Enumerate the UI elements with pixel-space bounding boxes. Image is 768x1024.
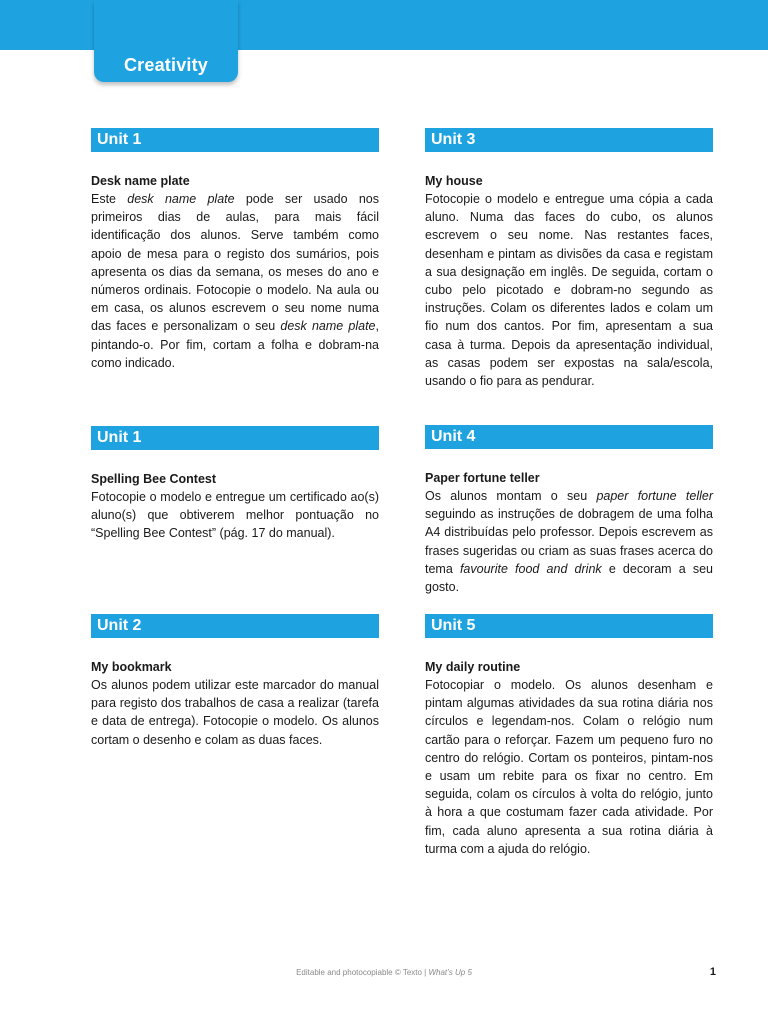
section-tab bbox=[94, 0, 238, 82]
italic-term: desk name plate bbox=[280, 319, 376, 334]
activity-description bbox=[425, 487, 713, 596]
text-run: Fotocopiar o modelo. Os alunos desenham e pintam algumas atividades da sua rotina diária nos círculos e legendam-nos. Colam o relógio num cartão para o reforçar. Fazem um pequeno furo no centro do relógio. Cortam os ponteiros, pintam-nos e usam um rebite para os fixar no centro. Em seguida, colam os círculos à volta do relógio, junto à hora a que costumam fazer cada atividade. Por fim, cada aluno apresenta a sua rotina diária à turma com a ajuda do relógio. bbox=[425, 678, 713, 856]
section-unit1-desk-name-plate bbox=[91, 128, 379, 372]
unit-heading: Unit 1 bbox=[91, 426, 379, 450]
section-unit4-fortune-teller bbox=[425, 425, 713, 596]
text-run: Os alunos montam o seu bbox=[425, 489, 597, 503]
unit-heading: Unit 3 bbox=[425, 128, 713, 152]
activity-title: Desk name plate bbox=[91, 174, 190, 188]
activity-title: Paper fortune teller bbox=[425, 471, 540, 485]
activity-title: Spelling Bee Contest bbox=[91, 472, 217, 486]
unit-heading: Unit 1 bbox=[91, 128, 379, 152]
activity-description bbox=[91, 676, 379, 749]
unit-heading: Unit 2 bbox=[91, 614, 379, 638]
section-unit3-my-house bbox=[425, 128, 713, 390]
section-unit2-bookmark bbox=[91, 614, 379, 749]
unit-heading: Unit 5 bbox=[425, 614, 713, 638]
activity-description bbox=[91, 190, 379, 372]
activity-description bbox=[425, 676, 713, 858]
text-run: Fotocopie o modelo e entregue uma cópia a cada aluno. Numa das faces do cubo, os alunos escrevem o seu nome. Nas restantes faces, desenham e pintam as divisões da casa e registam a sua designação em inglês. De seguida, cortam o cubo pelo picotado e dobram-no segundo as instruções. Colam os diferentes lados e colam um fio num dos cantos. Por fim, apresentam a sua casa à turma. Depois da apresentação individual, as casas podem ser expostas na sala/escola, usando o fio para as pendurar. bbox=[425, 192, 713, 389]
section-unit1-spelling-bee bbox=[91, 426, 379, 543]
activity-title: My house bbox=[425, 174, 483, 188]
footer-credit bbox=[0, 968, 768, 977]
text-run: Fotocopie o modelo e entregue um certificado ao(s) aluno(s) que obtiverem melhor pontuação no “Spelling Bee Contest” (pág. 17 do manual). bbox=[91, 490, 379, 541]
activity-title: My daily routine bbox=[425, 660, 521, 674]
tab-title: Creativity bbox=[123, 55, 209, 75]
text-run: pode ser usado nos primeiros dias de aulas, para mais fácil identificação dos alunos. Serve também como apoio de mesa para o registo dos sumários, pois apresenta os dias da semana, os meses do ano e números ordinais. Fotocopie o modelo. Na aula ou em casa, os alunos escrevem o seu nome numa das faces e personalizam o seu bbox=[91, 192, 379, 334]
text-run: Os alunos podem utilizar este marcador do manual para registo dos trabalhos de casa a realizar (tarefa e data de entrega). Fotocopie o modelo. Os alunos cortam o desenho e colam as duas faces. bbox=[91, 678, 379, 747]
activity-description bbox=[91, 488, 379, 543]
text-run: seguindo as instruções de dobragem de uma folha A4 distribuídas pelo professor. Depois escrevem as frases sugeridas ou criam as suas frases acerca do tema bbox=[425, 507, 713, 576]
page-number: 1 bbox=[709, 966, 716, 978]
italic-term: paper fortune teller bbox=[596, 489, 713, 503]
text-run: e decoram a seu gosto. bbox=[425, 561, 713, 595]
activity-title: My bookmark bbox=[91, 660, 172, 674]
text-run: Este bbox=[91, 192, 128, 206]
unit-heading: Unit 4 bbox=[425, 425, 713, 449]
footer-text: Editable and photocopiable © Texto | bbox=[296, 968, 429, 977]
text-run: , pintando-o. Por fim, cortam a folha e dobram-na como indicado. bbox=[91, 319, 379, 370]
section-unit5-daily-routine bbox=[425, 614, 713, 858]
italic-term: desk name plate bbox=[127, 192, 235, 206]
activity-description bbox=[425, 190, 713, 390]
footer-book-title: What’s Up 5 bbox=[428, 968, 472, 977]
italic-term: favourite food and drink bbox=[459, 561, 602, 576]
